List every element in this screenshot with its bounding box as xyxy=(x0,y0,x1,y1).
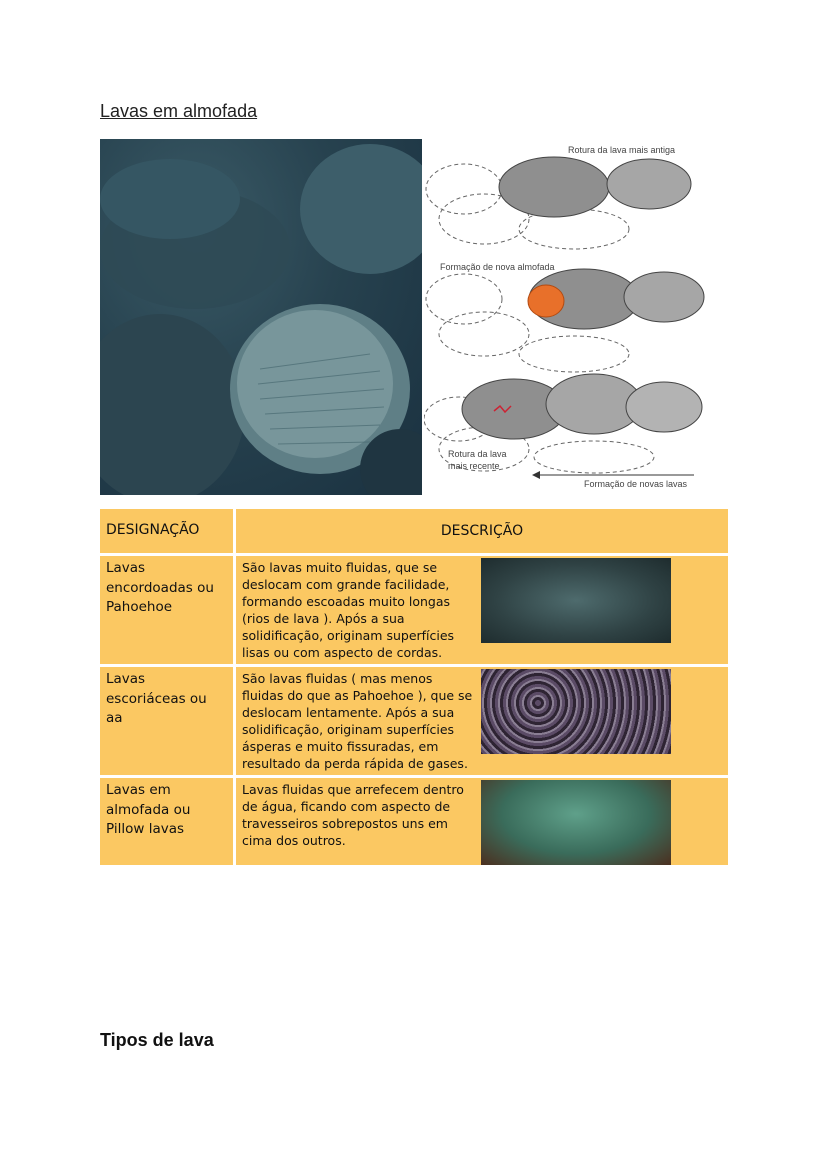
table-row xyxy=(100,666,728,777)
lava-types-table xyxy=(100,509,728,868)
section-heading: Lavas em almofada xyxy=(100,101,258,121)
lava-description: São lavas muito fluidas, que se deslocam com grande facilidade, formando escoadas muito longas (rios de lava ). Após a sua solidificação, originam superfícies lisas ou com aspecto de cordas. xyxy=(235,555,482,666)
label-new-lavas: Formação de novas lavas xyxy=(584,479,688,489)
label-new-pillow: Formação de nova almofada xyxy=(440,262,555,272)
lava-image-cell xyxy=(481,666,728,777)
lava-name: Lavas escoriáceas ou aa xyxy=(100,666,235,777)
lava-description: São lavas fluidas ( mas menos fluidas do que as Pahoehoe ), que se deslocam lentamente. Após a sua solidificação, originam superfícies ásperas e muito fissuradas, em resultado da perda rápida de gases. xyxy=(235,666,482,777)
header-description: DESCRIÇÃO xyxy=(235,509,729,555)
pillow-lava-photo xyxy=(100,139,422,495)
aa-lava-photo xyxy=(481,669,671,754)
pillow-formation-diagram xyxy=(424,139,724,495)
pahoehoe-photo xyxy=(481,558,671,643)
lava-name: Lavas em almofada ou Pillow lavas xyxy=(100,777,235,867)
label-old-rupture: Rotura da lava mais antiga xyxy=(568,145,676,155)
lava-description: Lavas fluidas que arrefecem dentro de água, ficando com aspecto de travesseiros sobrepostos uns em cima dos outros. xyxy=(235,777,482,867)
label-recent-rupture-2: mais recente xyxy=(448,461,500,471)
table-row xyxy=(100,555,728,666)
header-designation: DESIGNAÇÃO xyxy=(100,509,235,555)
table-header-row xyxy=(100,509,728,555)
lava-image-cell xyxy=(481,555,728,666)
lava-name: Lavas encordoadas ou Pahoehoe xyxy=(100,555,235,666)
label-recent-rupture: Rotura da lava xyxy=(448,449,507,459)
section-subtitle: Tipos de lava xyxy=(100,1030,214,1050)
lava-image-cell xyxy=(481,777,728,867)
table-row xyxy=(100,777,728,867)
pillow-lava-small-photo xyxy=(481,780,671,865)
